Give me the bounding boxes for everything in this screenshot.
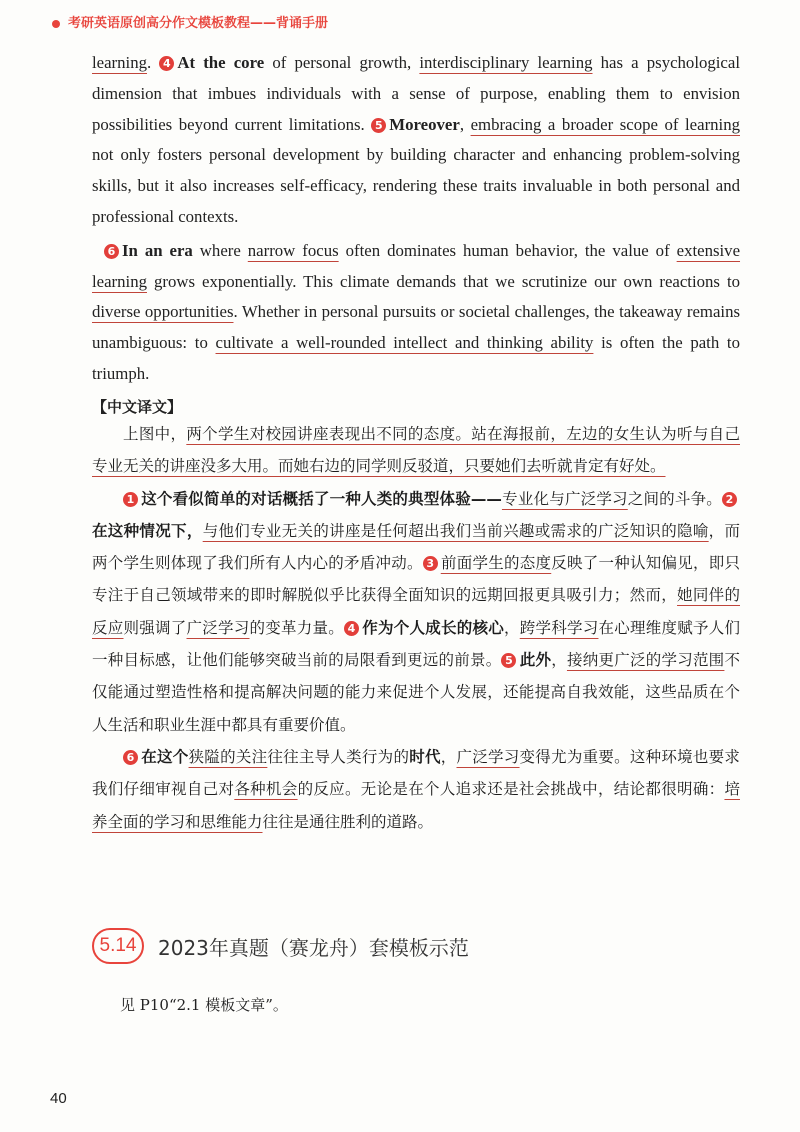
- sentence-number-badge: 5: [501, 653, 516, 668]
- english-essay: [92, 48, 740, 390]
- text-run: 的变革力量。: [249, 618, 344, 637]
- underlined-phrase: interdisciplinary learning: [419, 53, 593, 72]
- bold-phrase: 时代: [409, 747, 441, 766]
- page-number: 40: [50, 1090, 67, 1107]
- underlined-phrase: 各种机会: [234, 780, 298, 799]
- sentence-number-badge: 4: [344, 621, 359, 636]
- text-run: 不仅能通过塑造性格和提高解决问题的能力来促进个人发展，还能提高自我效能，这些品质在个人生活和职业生涯中都具有重要价值。: [92, 651, 740, 734]
- text-run: 变得尤为重要。这种环境也要求我们仔细审视自己对: [92, 747, 740, 799]
- sentence-number-badge: 6: [104, 244, 119, 259]
- text-run: where: [192, 240, 248, 260]
- underlined-phrase: narrow focus: [247, 240, 339, 260]
- english-paragraph-2: [92, 236, 740, 390]
- chinese-paragraph-2: [92, 483, 740, 741]
- underlined-phrase: embracing a broader scope of learning: [470, 114, 740, 134]
- bold-phrase: At the core: [177, 53, 265, 72]
- sentence-number-badge: 4: [159, 56, 174, 71]
- underlined-phrase: 与他们专业无关的讲座是任何超出我们当前兴趣或需求的广泛知识的隐喻: [202, 521, 709, 540]
- underlined-phrase: 她同伴的反应: [92, 586, 740, 637]
- chinese-paragraph-3: [92, 741, 740, 838]
- sentence-number-badge: 2: [722, 492, 737, 507]
- underlined-phrase: 前面学生的态度: [440, 554, 552, 573]
- section-number-badge: 5.14: [92, 928, 144, 964]
- underlined-phrase: 跨学科学习: [519, 618, 599, 637]
- text-run: ,: [459, 114, 471, 134]
- underlined-phrase: 狭隘的关注: [188, 747, 268, 766]
- text-run: 往往主导人类行为的: [267, 747, 410, 766]
- underlined-phrase: 两个学生对校园讲座表现出不同的态度。站在海报前，左边的女生认为听与自己专业无关的讲座没多大用。而她右边的同学则反驳道，只要她们去听就肯定有好处。: [92, 425, 740, 476]
- text-run: ，而两个学生则体现了我们所有人内心的矛盾冲动。: [92, 521, 740, 573]
- sentence-number-badge: 1: [123, 492, 138, 507]
- underlined-phrase: diverse opportunities: [92, 302, 234, 322]
- text-run: . Whether in personal pursuits or societal challenges, the takeaway remains unambiguous: to: [92, 302, 741, 353]
- underlined-phrase: 专业化与广泛学习: [501, 489, 628, 508]
- text-run: not only fosters personal development by building character and enhancing problem-solving skills, but it also increases self-efficacy, rendering these traits invaluable in both personal and professional contexts.: [92, 145, 740, 226]
- english-paragraph-1: learning. 4 At the core of personal growth, interdisciplinary learning has a psychological dimension that imbues individuals with a sense of purpose, enabling them to envision possibilities beyond current limitations. 5 Moreover, embracing a broader scope of learning not only fosters personal development by building character and enhancing problem-solving skills, but it also increases self-efficacy, rendering these traits invaluable in both personal and professional contexts.: [92, 53, 740, 226]
- text-run: often dominates human behavior, the value of: [338, 240, 677, 260]
- running-header-title: 考研英语原创高分作文模板教程——背诵手册: [68, 16, 329, 31]
- sentence-number-badge: 3: [423, 556, 438, 571]
- bold-phrase: 在这个: [141, 747, 189, 766]
- underlined-phrase: cultivate a well-rounded intellect and thinking ability: [215, 333, 594, 353]
- text-run: 的反应。无论是在个人追求还是社会挑战中，结论都很明确：: [297, 780, 725, 799]
- bullet-icon: [52, 20, 60, 28]
- text-run: 则强调了: [123, 618, 187, 637]
- text-run: 之间的斗争。: [627, 489, 722, 508]
- underlined-phrase: extensive learning: [92, 240, 741, 291]
- text-run: 往往是通往胜利的道路。: [262, 812, 434, 831]
- chinese-translation: [92, 418, 740, 838]
- text-run: is often the path to triumph.: [92, 333, 740, 383]
- underlined-phrase: learning: [92, 53, 147, 72]
- text-run: 反映了一种认知偏见，即只专注于自己领域带来的即时解脱似乎比获得全面知识的远期回报更具吸引力；然而，: [92, 554, 740, 605]
- cross-reference: 见 P10“2.1 模板文章”。: [120, 996, 288, 1014]
- text-run: 上图中，: [123, 425, 187, 443]
- bold-phrase: 在这种情况下，: [92, 521, 203, 540]
- bold-phrase: In an era: [122, 240, 193, 260]
- underlined-phrase: 广泛学习: [186, 618, 250, 637]
- text-run: 在心理维度赋予人们一种目标感，让他们能够突破当前的局限看到更远的前景。: [92, 618, 740, 670]
- text-run: ，: [503, 618, 520, 637]
- running-header: [52, 12, 328, 31]
- sentence-number-badge: 6: [123, 750, 138, 765]
- text-run: grows exponentially. This climate demands that we scrutinize our own reactions to: [146, 271, 740, 291]
- bold-phrase: 作为个人成长的核心: [361, 618, 504, 637]
- bold-phrase: 此外: [519, 651, 552, 670]
- underlined-phrase: 广泛学习: [456, 747, 520, 766]
- translation-heading: 【中文译文】: [92, 398, 183, 416]
- underlined-phrase: 培养全面的学习和思维能力: [92, 780, 740, 831]
- bold-phrase: 这个看似简单的对话概括了一种人类的典型体验——: [141, 489, 502, 508]
- text-run: ，: [440, 747, 457, 766]
- chinese-paragraph-1: [92, 418, 740, 483]
- section-heading: [92, 928, 469, 964]
- section-title: 2023年真题（赛龙舟）套模板示范: [158, 935, 469, 960]
- text-run: of personal growth,: [264, 53, 420, 72]
- sentence-number-badge: 5: [371, 118, 386, 133]
- underlined-phrase: 接纳更广泛的学习范围: [566, 651, 725, 670]
- text-run: ，: [551, 651, 567, 670]
- bold-phrase: Moreover: [389, 114, 460, 134]
- text-run: has a psychological dimension that imbues individuals with a sense of purpose, enabling them to envision possibilities beyond current limitations.: [92, 53, 740, 134]
